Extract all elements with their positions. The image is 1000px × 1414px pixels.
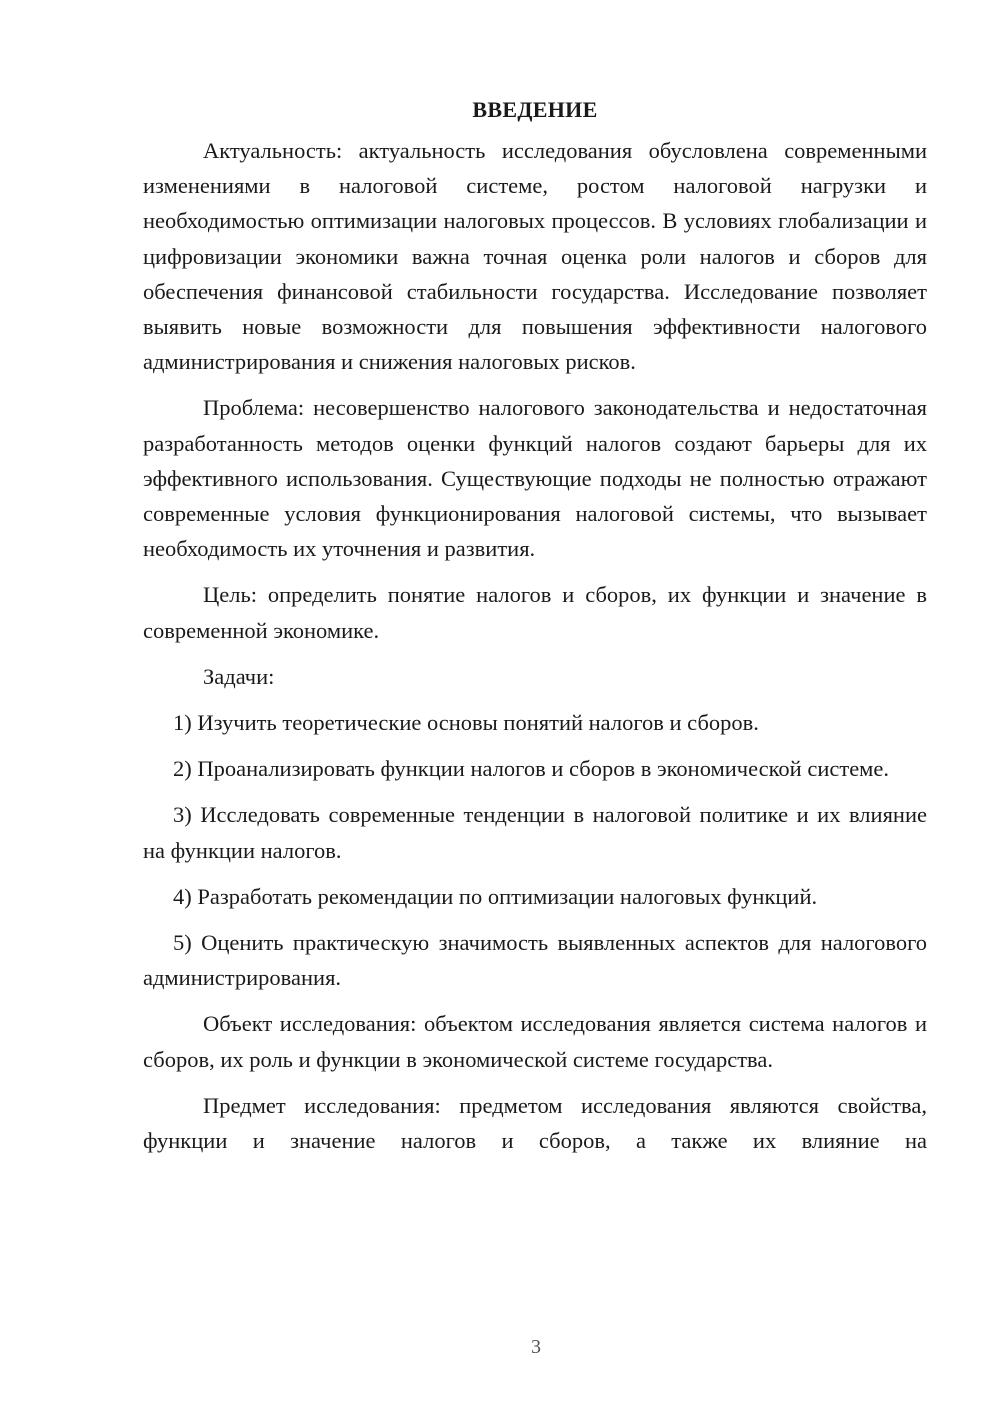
task-item-4: 4) Разработать рекомендации по оптимизации налоговых функций. (173, 883, 818, 909)
paragraph-relevance: Актуальность: актуальность исследования обусловлена современными изменениями в налоговой системе, ростом налоговой нагрузки и необходимостью оптимизации налоговых процессов. В условиях глобализации и цифровизации экономики важна точная оценка роли налогов и сборов для обеспечения финансовой стабильности государства. Исследование позволяет выявить новые возможности для повышения эффективности налогового администрирования и снижения налоговых рисков. (143, 138, 927, 375)
tasks-label: Задачи: (203, 663, 275, 689)
task-item-5: 5) Оценить практическую значимость выявленных аспектов для налогового администрирования. (143, 930, 927, 991)
paragraph-object: Объект исследования: объектом исследования является система налогов и сборов, их роль и функции в экономической системе государства. (143, 1011, 927, 1072)
task-item-1: 1) Изучить теоретические основы понятий налогов и сборов. (173, 710, 759, 736)
paragraph-problem: Проблема: несовершенство налогового законодательства и недостаточная разработанность методов оценки функций налогов создают барьеры для их эффективного использования. Существующие подходы не полностью отражают современные условия функционирования налоговой системы, что вызывает необходимость их уточнения и развития. (143, 395, 927, 562)
page-number: 3 (531, 1336, 541, 1358)
document-page (143, 92, 927, 1158)
paragraph-subject: Предмет исследования: предметом исследования являются свойства, функции и значение налогов и сборов, а также их влияние на (143, 1092, 927, 1154)
task-item-2: 2) Проанализировать функции налогов и сборов в экономической системе. (173, 756, 890, 782)
section-title: ВВЕДЕНИЕ (472, 97, 598, 122)
task-item-3: 3) Исследовать современные тенденции в налоговой политике и их влияние на функции налогов. (143, 802, 927, 863)
paragraph-goal: Цель: определить понятие налогов и сборов, их функции и значение в современной экономике. (143, 582, 927, 643)
